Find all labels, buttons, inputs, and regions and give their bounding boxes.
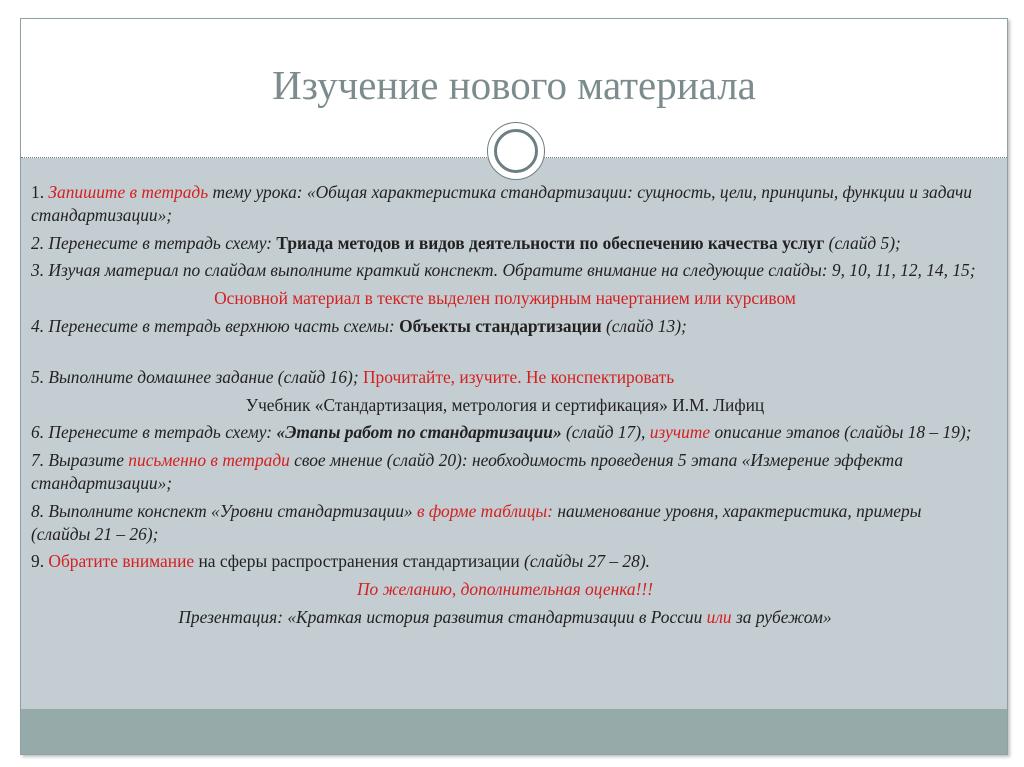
task-6-text: 6. Перенесите в тетрадь схему: bbox=[31, 422, 277, 443]
task-5-highlight: Прочитайте, изучите. Не конспектировать bbox=[362, 366, 675, 387]
note-line bbox=[31, 287, 979, 310]
task-1 bbox=[31, 181, 979, 227]
task-4-post: (слайд 13); bbox=[601, 315, 687, 336]
task-4 bbox=[31, 315, 979, 338]
task-3 bbox=[31, 259, 979, 282]
note-text: Основной материал в тексте выделен полужирным начертанием или курсивом bbox=[214, 288, 796, 309]
task-5 bbox=[31, 366, 979, 389]
task-1-highlight: Запишите в тетрадь bbox=[48, 182, 209, 202]
task-list bbox=[31, 181, 979, 634]
task-6 bbox=[31, 421, 979, 444]
task-7-post: свое мнение (слайд 20): необходимость проведения 5 этапа «Измерение эффекта стандартизации»; bbox=[31, 450, 904, 493]
task-5-text: 5. Выполните домашнее задание (слайд 16); bbox=[31, 366, 363, 387]
task-1-number: 1. bbox=[31, 182, 49, 202]
spacer bbox=[31, 343, 979, 366]
optional-line bbox=[31, 578, 979, 601]
optional-text: По желанию, дополнительная оценка!!! bbox=[357, 579, 653, 600]
bottom-band bbox=[21, 709, 1007, 754]
textbook-text: Учебник «Стандартизация, метрология и сертификация» И.М. Лифиц bbox=[245, 394, 765, 415]
task-7 bbox=[31, 449, 979, 495]
task-9-highlight: Обратите внимание bbox=[48, 551, 195, 572]
circle-ornament-icon bbox=[487, 122, 545, 180]
task-2-text: 2. Перенесите в тетрадь схему: bbox=[31, 232, 277, 253]
task-6-mid: (слайд 17), bbox=[561, 422, 650, 443]
task-6-bold: «Этапы работ по стандартизации» bbox=[276, 422, 562, 443]
task-7-highlight: письменно в тетради bbox=[128, 450, 290, 471]
task-4-bold: Объекты стандартизации bbox=[399, 315, 602, 336]
circle-ring bbox=[494, 129, 538, 173]
presentation-highlight: или bbox=[706, 606, 732, 627]
task-3-text: 3. Изучая материал по слайдам выполните краткий конспект. Обратите внимание на следующие слайды: 9, 10, 11, 12, 14, 15; bbox=[31, 260, 976, 281]
task-8-text: 8. Выполните конспект «Уровни стандартизации» bbox=[31, 500, 417, 521]
task-6-highlight: изучите bbox=[649, 422, 711, 443]
textbook-line bbox=[31, 394, 979, 417]
presentation-line bbox=[31, 606, 979, 629]
task-9-post: (слайды 27 – 28). bbox=[524, 551, 650, 572]
presentation-text: Презентация: «Краткая история развития стандартизации в России bbox=[178, 606, 707, 627]
task-8-post: наименование уровня, характеристика, примеры (слайды 21 – 26); bbox=[31, 500, 922, 544]
task-2-post: (слайд 5); bbox=[824, 232, 901, 253]
task-2-bold: Триада методов и видов деятельности по обеспечению качества услуг bbox=[276, 232, 825, 253]
task-9-number: 9. bbox=[31, 551, 49, 572]
task-9 bbox=[31, 550, 979, 573]
task-6-post: описание этапов (слайды 18 – 19); bbox=[710, 422, 972, 443]
task-4-text: 4. Перенесите в тетрадь верхнюю часть схемы: bbox=[31, 315, 400, 336]
presentation-post: за рубежом» bbox=[731, 606, 832, 627]
task-8 bbox=[31, 500, 979, 546]
slide-title: Изучение нового материала bbox=[272, 62, 756, 108]
task-1-text: тему урока: «Общая характеристика стандартизации: сущность, цели, принципы, функции и задачи стандартизации»; bbox=[31, 182, 972, 225]
task-9-text: на сферы распространения стандартизации bbox=[194, 551, 525, 572]
task-2 bbox=[31, 232, 979, 255]
task-7-text: 7. Выразите bbox=[31, 450, 129, 471]
slide-frame bbox=[20, 18, 1008, 755]
task-8-highlight: в форме таблицы: bbox=[416, 500, 553, 521]
